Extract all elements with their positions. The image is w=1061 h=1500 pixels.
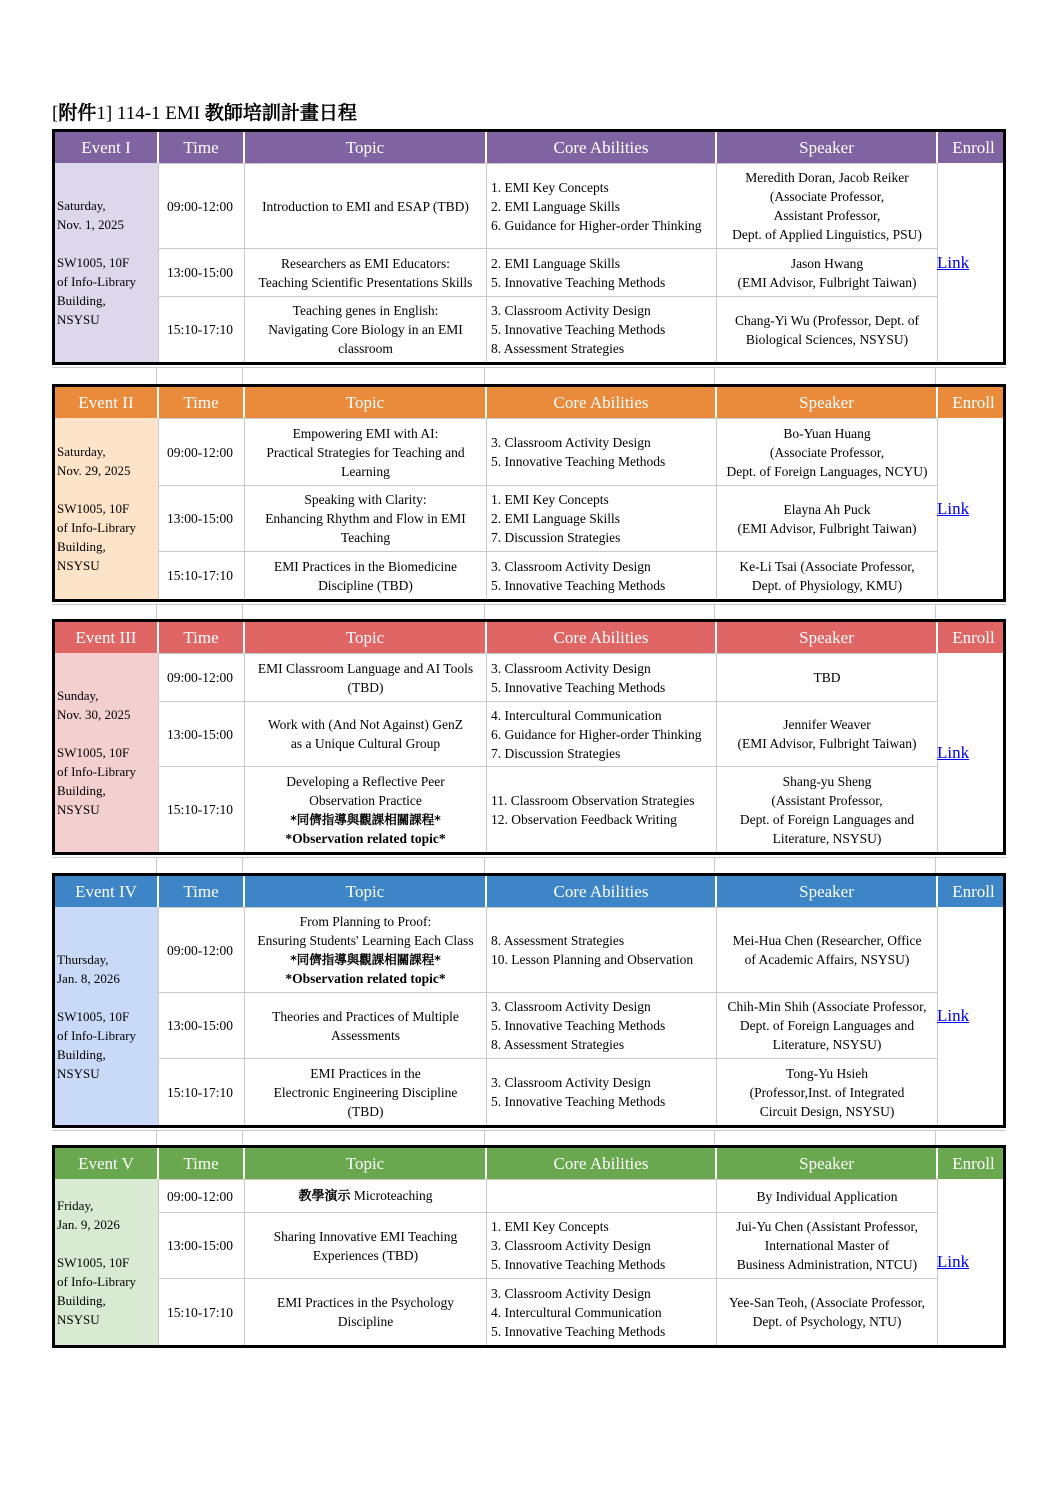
session-topic: [245, 702, 487, 766]
session-core-abilities: [487, 767, 717, 852]
speaker-line: Jennifer Weaver: [783, 717, 871, 732]
event-date-line: Jan. 8, 2026: [57, 970, 120, 986]
speaker-line: Business Administration, NTCU): [736, 1257, 918, 1272]
event-header: [55, 876, 1003, 907]
session-time: [159, 249, 245, 296]
session-time-text: 15:10-17:10: [167, 568, 233, 583]
header-enroll: Enroll: [952, 628, 995, 647]
header-time: Time: [159, 132, 245, 163]
session-topic-line: (TBD): [347, 679, 384, 695]
spacer-row: [52, 367, 1006, 383]
header-speaker: Speaker: [717, 1148, 938, 1179]
event-venue-line: of Info-Library: [57, 274, 137, 289]
event-block: [52, 619, 1006, 855]
event-venue-line: of Info-Library: [57, 520, 137, 535]
session-core-abilities: [487, 1059, 717, 1125]
speaker-line: TBD: [813, 670, 841, 685]
header-time: Time: [159, 387, 245, 418]
session-core-abilities: [487, 702, 717, 766]
header-time: Time: [159, 876, 245, 907]
event-venue-line: Building,: [57, 539, 106, 554]
enroll-cell: [933, 653, 1003, 852]
event-venue-line: NSYSU: [57, 1311, 100, 1327]
event-header: [55, 387, 1003, 418]
session-speaker: [717, 249, 938, 296]
session-core-abilities: [487, 654, 717, 701]
session-time: [159, 1059, 245, 1125]
speaker-line: Bo-Yuan Huang: [783, 425, 871, 441]
session-topic-line: Researchers as EMI Educators:: [280, 255, 451, 271]
header-core: Core Abilities: [487, 876, 717, 907]
session-topic-line: classroom: [338, 341, 393, 356]
session-topic-line: Introduction to EMI and ESAP (TBD): [262, 198, 469, 214]
event-venue-line: Building,: [57, 1292, 106, 1308]
session-row: [159, 907, 938, 992]
session-topic: [245, 164, 487, 248]
session-topic-line: (TBD): [347, 1103, 384, 1119]
core-ability-item: 5. Innovative Teaching Methods: [491, 1323, 666, 1339]
event-venue-line: Building,: [57, 783, 106, 798]
session-topic-line: EMI Practices in the Psychology: [277, 1295, 454, 1310]
speaker-line: Literature, NSYSU): [772, 830, 882, 846]
session-time: [159, 552, 245, 599]
header-topic: Topic: [245, 1148, 487, 1179]
session-topic-line: EMI Classroom Language and AI Tools: [257, 660, 474, 676]
speaker-line: Elayna Ah Puck: [783, 501, 871, 517]
session-speaker: [717, 297, 938, 362]
speaker-line: Jui-Yu Chen (Assistant Professor,: [736, 1219, 918, 1234]
session-core-abilities: [487, 908, 717, 992]
header-enroll: Enroll: [952, 1154, 995, 1173]
enroll-cell: [933, 418, 1003, 599]
speaker-line: Shang-yu Sheng: [782, 773, 872, 789]
core-ability-item: 8. Assessment Strategies: [491, 933, 625, 948]
event-date-line: Nov. 1, 2025: [57, 217, 125, 232]
session-time: [159, 702, 245, 766]
event-date-line: Saturday,: [57, 444, 106, 459]
enroll-cell: [933, 163, 1003, 362]
speaker-line: Circuit Design, NSYSU): [759, 1103, 895, 1119]
event-name: Event III: [55, 622, 159, 653]
session-time-text: 13:00-15:00: [167, 1238, 233, 1253]
core-ability-item: 7. Discussion Strategies: [491, 745, 621, 761]
session-speaker: [717, 164, 938, 248]
session-speaker: [717, 654, 938, 701]
speaker-line: (EMI Advisor, Fulbright Taiwan): [737, 736, 917, 751]
speaker-line: Dept. of Foreign Languages and: [739, 811, 915, 827]
event-date-line: Sunday,: [57, 688, 99, 703]
session-time: [159, 654, 245, 701]
core-ability-item: 5. Innovative Teaching Methods: [491, 1257, 666, 1272]
session-speaker: [717, 767, 938, 852]
session-topic-line: From Planning to Proof:: [299, 914, 432, 929]
session-core-abilities: [487, 993, 717, 1058]
session-time: [159, 486, 245, 551]
core-ability-item: 4. Intercultural Communication: [491, 707, 662, 723]
session-time-text: 09:00-12:00: [167, 1188, 233, 1204]
core-ability-item: 8. Assessment Strategies: [491, 1037, 625, 1052]
session-topic: [245, 1180, 487, 1212]
event-date-venue: [55, 163, 159, 362]
event-date-venue: [55, 907, 159, 1125]
core-ability-item: 1. EMI Key Concepts: [491, 1219, 609, 1234]
session-time-text: 13:00-15:00: [167, 726, 233, 742]
session-topic-line: Speaking with Clarity:: [304, 492, 427, 507]
speaker-line: Dept. of Psychology, NTU): [752, 1314, 902, 1329]
event-venue-line: SW1005, 10F: [57, 255, 130, 270]
speaker-line: (Associate Professor,: [769, 189, 885, 204]
core-ability-item: 3. Classroom Activity Design: [491, 1285, 651, 1301]
header-speaker: Speaker: [717, 387, 938, 418]
speaker-line: of Academic Affairs, NSYSU): [744, 952, 910, 967]
session-topic: [245, 419, 487, 485]
enroll-cell: [933, 1179, 1003, 1345]
event-block: [52, 1145, 1006, 1348]
session-time-text: 15:10-17:10: [167, 802, 233, 817]
session-row: [159, 1058, 938, 1125]
session-time-text: 09:00-12:00: [167, 942, 233, 958]
core-ability-item: 3. Classroom Activity Design: [491, 999, 651, 1014]
speaker-line: Dept. of Applied Linguistics, PSU): [732, 227, 922, 242]
event-venue-line: NSYSU: [57, 1065, 100, 1081]
header-enroll: Enroll: [952, 393, 995, 412]
session-core-abilities: [487, 1279, 717, 1345]
session-topic-line: EMI Practices in the: [310, 1065, 421, 1081]
session-topic: [245, 1213, 487, 1278]
header-topic: Topic: [245, 876, 487, 907]
session-topic: [245, 297, 487, 362]
session-time-text: 09:00-12:00: [167, 444, 233, 460]
session-topic: [245, 1279, 487, 1345]
session-time-text: 09:00-12:00: [167, 670, 233, 685]
core-ability-item: 1. EMI Key Concepts: [491, 492, 609, 507]
core-ability-item: 3. Classroom Activity Design: [491, 660, 651, 676]
core-ability-item: 11. Classroom Observation Strategies: [491, 792, 695, 808]
session-speaker: [717, 552, 938, 599]
session-time: [159, 993, 245, 1058]
session-topic-line: Ensuring Students' Learning Each Class: [257, 933, 474, 948]
session-core-abilities: [487, 552, 717, 599]
core-ability-item: 6. Guidance for Higher-order Thinking: [491, 726, 702, 742]
speaker-line: Ke-Li Tsai (Associate Professor,: [739, 558, 915, 574]
session-row: [159, 418, 938, 485]
session-core-abilities: [487, 249, 717, 296]
speaker-line: Mei-Hua Chen (Researcher, Office: [732, 933, 922, 948]
event-date-line: Nov. 30, 2025: [57, 707, 131, 722]
session-topic-line: Assessments: [330, 1027, 400, 1043]
speaker-line: Dept. of Foreign Languages and: [739, 1018, 915, 1033]
session-topic-line: Experiences (TBD): [312, 1247, 419, 1263]
event-venue-line: SW1005, 10F: [57, 1254, 130, 1270]
header-core: Core Abilities: [487, 1148, 717, 1179]
session-topic-line: Observation Practice: [309, 792, 422, 808]
session-topic-line: Learning: [341, 463, 390, 479]
session-time: [159, 1213, 245, 1278]
session-core-abilities: [487, 297, 717, 362]
event-venue-line: of Info-Library: [57, 764, 137, 779]
session-row: [159, 1278, 938, 1345]
session-time: [159, 164, 245, 248]
event-date-line: Saturday,: [57, 198, 106, 213]
event-header: [55, 132, 1003, 163]
session-time: [159, 419, 245, 485]
header-enroll: Enroll: [952, 138, 995, 157]
event-block: [52, 129, 1006, 365]
event-date-line: Nov. 29, 2025: [57, 463, 131, 478]
event-body: [55, 163, 1003, 362]
core-ability-item: 3. Classroom Activity Design: [491, 435, 651, 450]
session-topic: [245, 249, 487, 296]
session-core-abilities: [487, 1180, 717, 1212]
speaker-line: Meredith Doran, Jacob Reiker: [745, 170, 909, 185]
session-core-abilities: [487, 486, 717, 551]
enroll-link[interactable]: Link: [937, 1252, 970, 1271]
session-time-text: 09:00-12:00: [167, 198, 233, 214]
event-venue-line: NSYSU: [57, 312, 100, 327]
core-ability-item: 3. Classroom Activity Design: [491, 303, 651, 318]
session-speaker: [717, 419, 938, 485]
event-date-line: Friday,: [57, 1197, 94, 1213]
event-block: [52, 384, 1006, 602]
speaker-line: Yee-San Teoh, (Associate Professor,: [729, 1295, 925, 1310]
session-speaker: [717, 993, 938, 1058]
core-ability-item: 3. Classroom Activity Design: [491, 558, 651, 574]
event-name: Event V: [55, 1148, 159, 1179]
speaker-line: Jason Hwang: [790, 255, 864, 271]
session-time-text: 13:00-15:00: [167, 1018, 233, 1033]
session-topic-line: Empowering EMI with AI:: [292, 425, 439, 441]
session-row: [159, 485, 938, 551]
session-topic-line: Teaching Scientific Presentations Skills: [258, 274, 473, 290]
event-date-line: Jan. 9, 2026: [57, 1216, 120, 1232]
header-time: Time: [159, 622, 245, 653]
speaker-line: Tong-Yu Hsieh: [786, 1065, 868, 1081]
session-topic-line: Enhancing Rhythm and Flow in EMI: [265, 511, 466, 526]
header-topic: Topic: [245, 387, 487, 418]
speaker-line: Chih-Min Shih (Associate Professor,: [727, 999, 927, 1014]
event-venue-line: SW1005, 10F: [57, 501, 130, 516]
session-row: [159, 296, 938, 362]
session-topic-line: Practical Strategies for Teaching and: [266, 444, 465, 460]
session-topic-line: Discipline: [337, 1314, 394, 1329]
event-venue-line: NSYSU: [57, 802, 100, 817]
event-venue-line: SW1005, 10F: [57, 1008, 130, 1024]
core-ability-item: 3. Classroom Activity Design: [491, 1238, 651, 1253]
session-topic-bold-line: *Observation related topic*: [285, 830, 446, 846]
speaker-line: Dept. of Physiology, KMU): [751, 577, 903, 593]
session-topic-bold-line: *Observation related topic*: [285, 971, 446, 986]
speaker-line: (Assistant Professor,: [771, 792, 883, 808]
header-speaker: Speaker: [717, 622, 938, 653]
core-ability-item: 7. Discussion Strategies: [491, 530, 621, 545]
event-venue-line: of Info-Library: [57, 1273, 137, 1289]
session-time: [159, 297, 245, 362]
session-topic-line: Developing a Reflective Peer: [286, 773, 445, 789]
session-time: [159, 1279, 245, 1345]
session-time-text: 13:00-15:00: [167, 265, 233, 280]
speaker-line: (EMI Advisor, Fulbright Taiwan): [737, 520, 917, 536]
speaker-line: Biological Sciences, NSYSU): [745, 331, 909, 347]
header-core: Core Abilities: [487, 622, 717, 653]
enroll-link[interactable]: Link: [937, 742, 970, 762]
speaker-line: By Individual Application: [756, 1188, 898, 1204]
session-row: [159, 1179, 938, 1212]
session-core-abilities: [487, 164, 717, 248]
session-topic: [245, 767, 487, 852]
session-speaker: [717, 1279, 938, 1345]
event-body: [55, 1179, 1003, 1345]
event-date-venue: [55, 418, 159, 599]
session-topic-line: Theories and Practices of Multiple: [272, 1008, 459, 1024]
header-topic: Topic: [245, 622, 487, 653]
event-venue-line: of Info-Library: [57, 1027, 137, 1043]
speaker-line: Dept. of Foreign Languages, NCYU): [726, 463, 928, 479]
event-body: [55, 907, 1003, 1125]
event-date-venue: [55, 1179, 159, 1345]
core-ability-item: 5. Innovative Teaching Methods: [491, 454, 666, 469]
core-ability-item: 5. Innovative Teaching Methods: [491, 274, 666, 290]
session-row: [159, 766, 938, 852]
core-ability-item: 5. Innovative Teaching Methods: [491, 322, 666, 337]
header-speaker: Speaker: [717, 132, 938, 163]
speaker-line: (Associate Professor,: [769, 444, 885, 460]
session-topic: [245, 1059, 487, 1125]
session-topic-line: [248, 1186, 483, 1206]
core-ability-item: 5. Innovative Teaching Methods: [491, 577, 666, 593]
page-title: [附件1] 114-1 EMI 教師培訓計畫日程: [52, 102, 357, 124]
event-date-venue: [55, 653, 159, 852]
session-row: [159, 992, 938, 1058]
session-speaker: [717, 1213, 938, 1278]
core-ability-item: 10. Lesson Planning and Observation: [491, 952, 694, 967]
core-ability-item: 5. Innovative Teaching Methods: [491, 1018, 666, 1033]
enroll-link[interactable]: Link: [937, 252, 970, 272]
core-ability-item: 2. EMI Language Skills: [491, 511, 620, 526]
header-time: Time: [159, 1148, 245, 1179]
session-time: [159, 1180, 245, 1212]
session-speaker: [717, 486, 938, 551]
event-header: [55, 1148, 1003, 1179]
enroll-link[interactable]: Link: [937, 498, 970, 518]
speaker-line: Assistant Professor,: [773, 208, 881, 223]
session-core-abilities: [487, 1213, 717, 1278]
session-row: [159, 248, 938, 296]
session-topic-line: EMI Practices in the Biomedicine: [274, 558, 457, 574]
session-row: [159, 163, 938, 248]
spacer-row: [52, 1130, 1006, 1146]
session-time: [159, 767, 245, 852]
session-topic: [245, 993, 487, 1058]
core-ability-item: 3. Classroom Activity Design: [491, 1075, 651, 1090]
session-topic: [245, 908, 487, 992]
event-name: Event IV: [55, 876, 159, 907]
header-core: Core Abilities: [487, 387, 717, 418]
core-ability-item: 2. EMI Language Skills: [491, 198, 620, 214]
speaker-line: International Master of: [764, 1238, 890, 1253]
event-body: [55, 418, 1003, 599]
session-speaker: [717, 908, 938, 992]
header-speaker: Speaker: [717, 876, 938, 907]
session-topic: [245, 654, 487, 701]
session-row: [159, 1212, 938, 1278]
session-topic-bold-line: *同儕指導與觀課相關課程*: [290, 811, 441, 827]
session-topic-line: Teaching: [340, 530, 391, 545]
session-topic-line: Discipline (TBD): [318, 577, 413, 593]
core-ability-item: 5. Innovative Teaching Methods: [491, 1094, 666, 1109]
session-time: [159, 908, 245, 992]
session-speaker: [717, 1059, 938, 1125]
event-header: [55, 622, 1003, 653]
session-topic-line: Navigating Core Biology in an EMI: [268, 322, 463, 337]
event-block: [52, 873, 1006, 1128]
spacer-row: [52, 857, 1006, 873]
enroll-cell: [933, 907, 1003, 1125]
session-time-text: 13:00-15:00: [167, 511, 233, 526]
session-topic-line: Sharing Innovative EMI Teaching: [273, 1228, 458, 1244]
session-speaker: [717, 1180, 938, 1212]
event-venue-line: NSYSU: [57, 558, 100, 573]
speaker-line: Literature, NSYSU): [772, 1037, 882, 1052]
session-time-text: 15:10-17:10: [167, 1084, 233, 1100]
core-ability-item: 5. Innovative Teaching Methods: [491, 679, 666, 695]
event-body: [55, 653, 1003, 852]
session-time-text: 15:10-17:10: [167, 1304, 233, 1320]
event-name: Event II: [55, 387, 159, 418]
core-ability-item: 8. Assessment Strategies: [491, 341, 625, 356]
session-row: [159, 551, 938, 599]
session-topic-line: Electronic Engineering Discipline: [273, 1084, 458, 1100]
core-ability-item: 12. Observation Feedback Writing: [491, 811, 677, 827]
session-core-abilities: [487, 419, 717, 485]
header-enroll: Enroll: [952, 882, 995, 901]
session-speaker: [717, 702, 938, 766]
session-topic-text: Microteaching: [353, 1188, 433, 1203]
enroll-link[interactable]: Link: [937, 1006, 970, 1025]
event-name: Event I: [55, 132, 159, 163]
core-ability-item: 2. EMI Language Skills: [491, 255, 620, 271]
session-topic: [245, 552, 487, 599]
event-venue-line: Building,: [57, 1046, 106, 1062]
session-topic-cjk: 教學演示: [298, 1189, 351, 1204]
speaker-line: (Professor,Inst. of Integrated: [749, 1084, 905, 1100]
core-ability-item: 1. EMI Key Concepts: [491, 179, 609, 195]
session-topic-line: Work with (And Not Against) GenZ: [267, 717, 463, 732]
core-ability-item: 4. Intercultural Communication: [491, 1304, 662, 1320]
speaker-line: Chang-Yi Wu (Professor, Dept. of: [735, 312, 919, 328]
session-row: [159, 701, 938, 766]
session-topic: [245, 486, 487, 551]
header-topic: Topic: [245, 132, 487, 163]
event-date-line: Thursday,: [57, 951, 109, 967]
spacer-row: [52, 604, 1006, 620]
session-row: [159, 653, 938, 701]
session-time-text: 15:10-17:10: [167, 322, 233, 337]
speaker-line: (EMI Advisor, Fulbright Taiwan): [737, 274, 917, 290]
session-topic-bold-line: *同儕指導與觀課相關課程*: [290, 952, 441, 967]
event-venue-line: Building,: [57, 293, 106, 308]
header-core: Core Abilities: [487, 132, 717, 163]
session-topic-line: Teaching genes in English:: [292, 303, 439, 318]
session-topic-line: as a Unique Cultural Group: [290, 736, 441, 751]
event-venue-line: SW1005, 10F: [57, 745, 130, 760]
core-ability-item: 6. Guidance for Higher-order Thinking: [491, 217, 702, 233]
